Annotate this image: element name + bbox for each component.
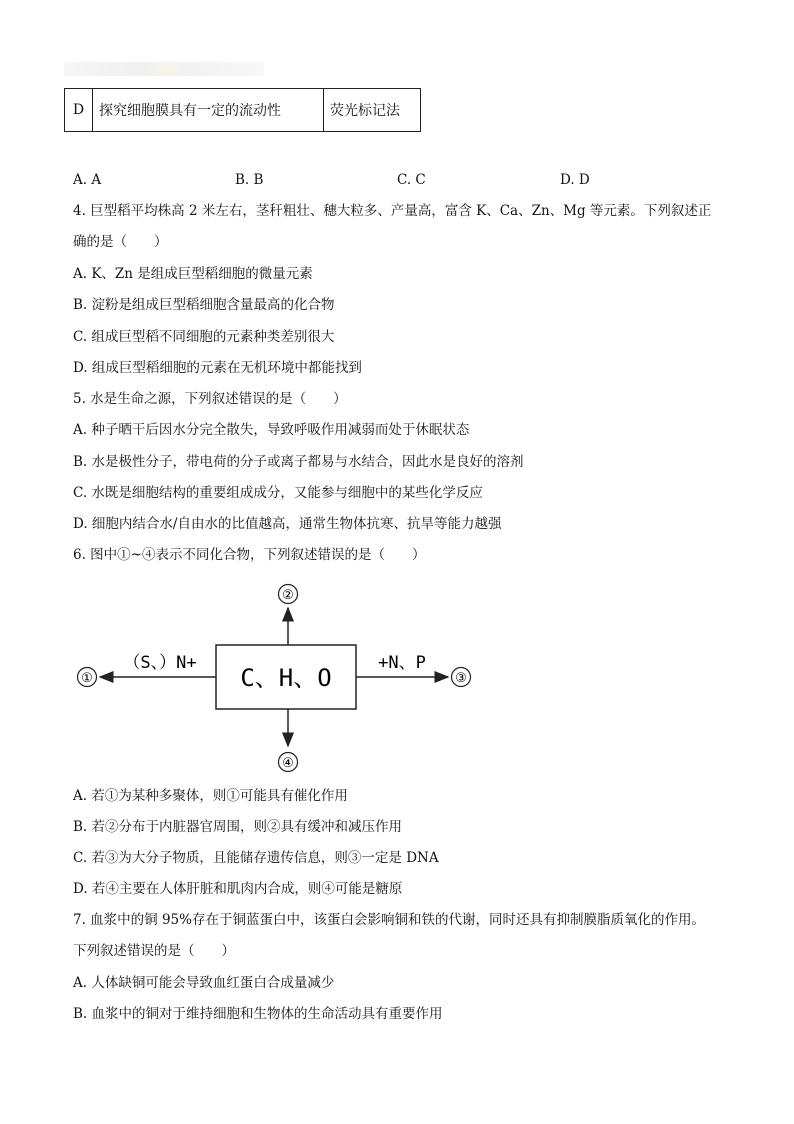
q4-option-d: D. 组成巨型稻细胞的元素在无机环境中都能找到 (73, 360, 362, 376)
q4-option-b: B. 淀粉是组成巨型稻细胞含量最高的化合物 (73, 297, 335, 313)
compound-diagram (70, 580, 490, 780)
q6-option-d: D. 若④主要在人体肝脏和肌肉内合成，则④可能是糖原 (73, 881, 403, 897)
q3-option-c: C. C (397, 172, 426, 188)
q7-stem-line2: 下列叙述错误的是（ ） (73, 943, 235, 959)
node-2-label: ② (282, 588, 294, 603)
q5-option-c: C. 水既是细胞结构的重要组成成分，又能参与细胞中的某些化学反应 (73, 485, 483, 501)
q5-option-d: D. 细胞内结合水/自由水的比值越高，通常生物体抗寒、抗旱等能力越强 (73, 516, 502, 532)
q6-option-a: A. 若①为某种多聚体，则①可能具有催化作用 (73, 788, 348, 804)
node-4-label: ④ (282, 756, 294, 771)
row-label: D (65, 89, 93, 132)
q7-option-a: A. 人体缺铜可能会导致血红蛋白合成量减少 (73, 975, 335, 991)
q7-stem-line1: 7. 血浆中的铜 95%存在于铜蓝蛋白中，该蛋白会影响铜和铁的代谢，同时还具有抑制膜脂质氧化的作用。 (73, 912, 705, 928)
node-1-label: ① (81, 671, 93, 686)
q3-option-d: D. D (560, 172, 590, 188)
q3-option-a: A. A (73, 172, 102, 188)
q4-option-a: A. K、Zn 是组成巨型稻细胞的微量元素 (73, 266, 313, 282)
method-cell: 荧光标记法 (324, 89, 421, 132)
faded-page-header (64, 62, 264, 76)
q7-option-b: B. 血浆中的铜对于维持细胞和生物体的生命活动具有重要作用 (73, 1006, 443, 1022)
experiment-table (64, 88, 421, 132)
q4-stem-line2: 确的是（ ） (73, 234, 168, 250)
left-arrow-label: （S、）N+ (123, 653, 197, 673)
node-3-label: ③ (455, 671, 467, 686)
q6-option-b: B. 若②分布于内脏器官周围，则②具有缓冲和减压作用 (73, 819, 403, 835)
q4-option-c: C. 组成巨型稻不同细胞的元素种类差别很大 (73, 329, 335, 345)
q5-option-a: A. 种子晒干后因水分完全散失，导致呼吸作用减弱而处于休眠状态 (73, 422, 470, 438)
q6-option-c: C. 若③为大分子物质，且能储存遗传信息，则③一定是 DNA (73, 850, 439, 866)
q4-stem-line1: 4. 巨型稻平均株高 2 米左右，茎秆粗壮、穗大粒多、产量高，富含 K、Ca、Zn、Mg 等元素。下列叙述正 (73, 203, 712, 219)
table-row (65, 89, 421, 132)
right-arrow-label: +N、P (378, 653, 426, 673)
q5-option-b: B. 水是极性分子，带电荷的分子或离子都易与水结合，因此水是良好的溶剂 (73, 454, 524, 470)
q3-option-b: B. B (235, 172, 264, 188)
experiment-cell: 探究细胞膜具有一定的流动性 (93, 89, 324, 132)
center-label: C、H、O (240, 664, 332, 692)
q6-stem: 6. 图中①~④表示不同化合物，下列叙述错误的是（ ） (73, 547, 426, 563)
q5-stem: 5. 水是生命之源，下列叙述错误的是（ ） (73, 391, 347, 407)
